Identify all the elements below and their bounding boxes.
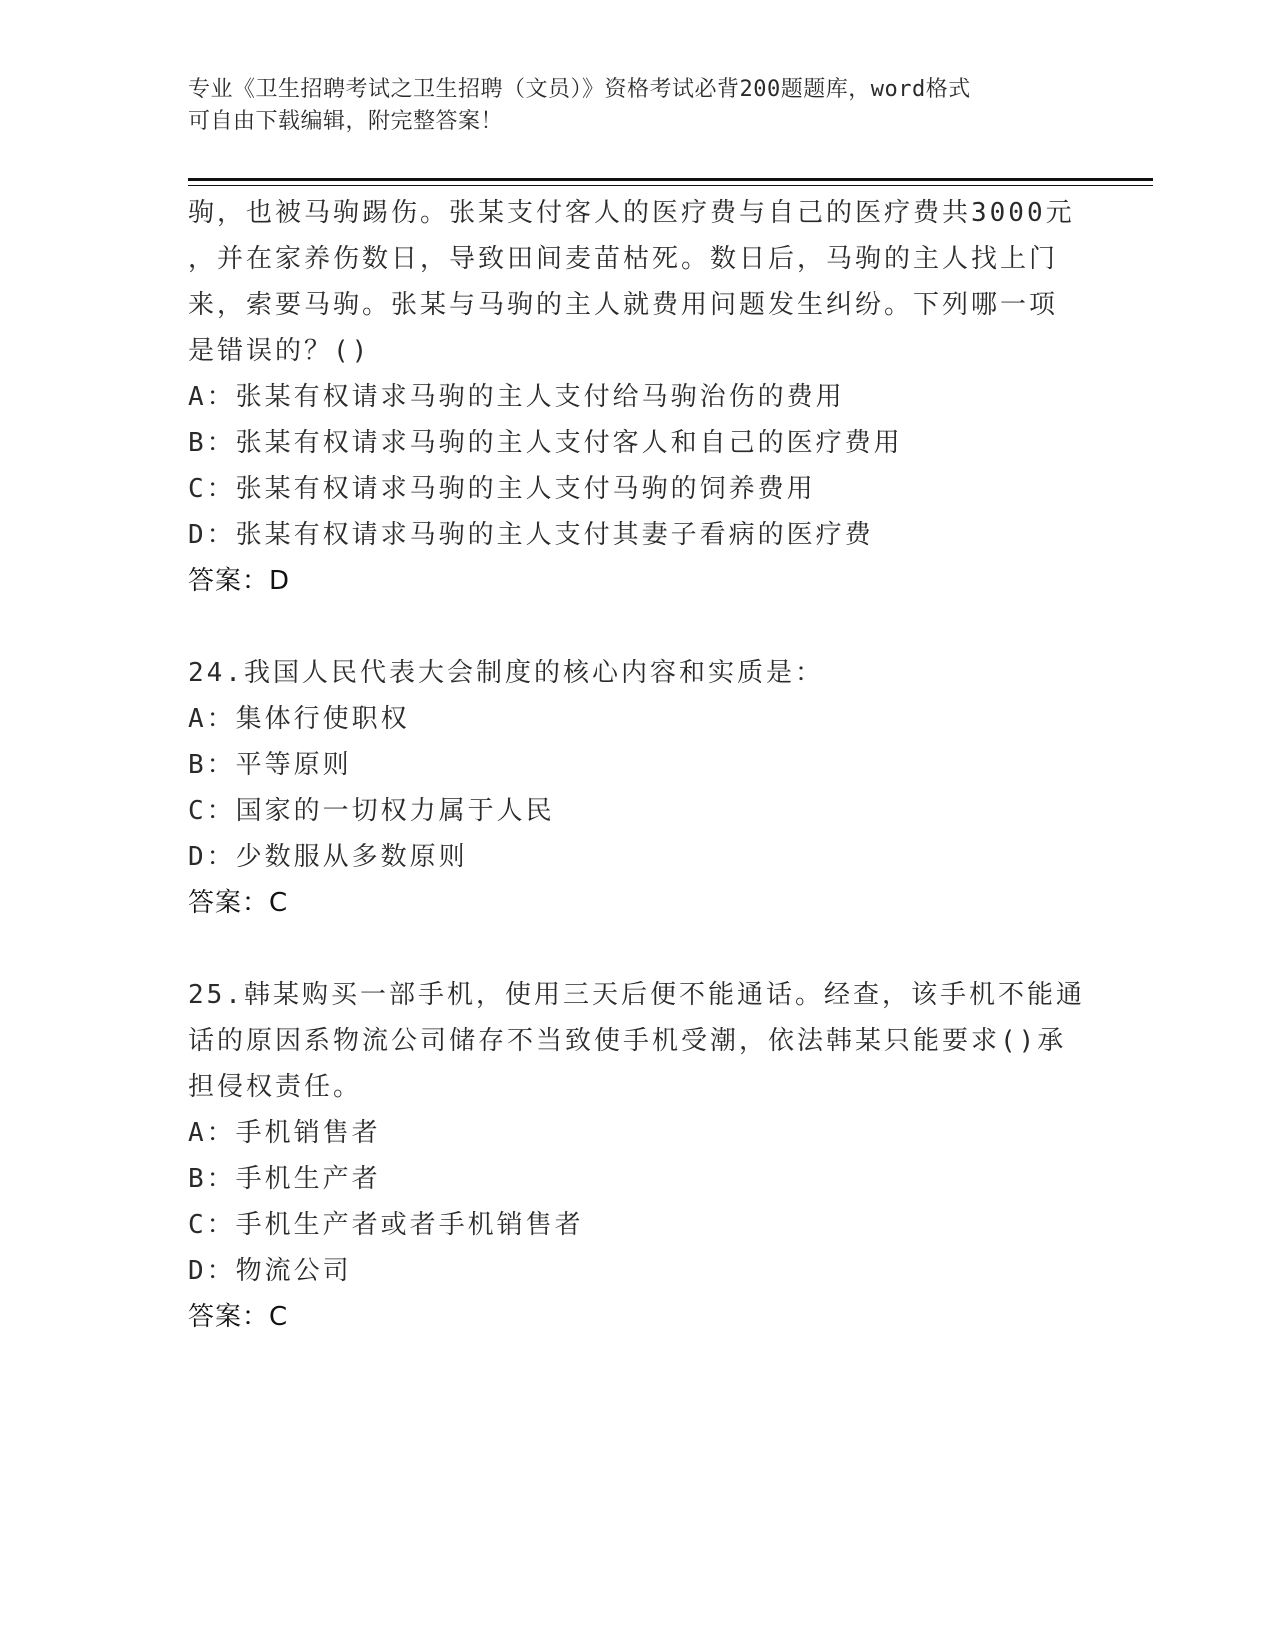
option-d: D：张某有权请求马驹的主人支付其妻子看病的医疗费 — [188, 520, 874, 550]
option-c: C：国家的一切权力属于人民 — [188, 796, 555, 826]
question-spacer — [188, 604, 1108, 650]
question-stem-line: ，并在家养伤数日，导致田间麦苗枯死。数日后，马驹的主人找上门 — [188, 244, 1059, 274]
question-stem-line: 担侵权责任。 — [188, 1072, 363, 1102]
answer-line: 答案：C — [188, 888, 289, 918]
header-divider-thick — [188, 178, 1153, 181]
answer-line: 答案：D — [188, 566, 291, 596]
option-a: A：集体行使职权 — [188, 704, 410, 734]
question-stem-line: 来，索要马驹。张某与马驹的主人就费用问题发生纠纷。下列哪一项 — [188, 290, 1059, 320]
option-b: B：手机生产者 — [188, 1164, 381, 1194]
option-d: D：物流公司 — [188, 1256, 352, 1286]
document-body — [188, 190, 1108, 1340]
option-b: B：张某有权请求马驹的主人支付客人和自己的医疗费用 — [188, 428, 903, 458]
question-stem-line: 是错误的？() — [188, 336, 371, 366]
answer-line: 答案：C — [188, 1302, 289, 1332]
question-spacer — [188, 926, 1108, 972]
option-b: B：平等原则 — [188, 750, 352, 780]
option-a: A：手机销售者 — [188, 1118, 381, 1148]
option-c: C：张某有权请求马驹的主人支付马驹的饲养费用 — [188, 474, 816, 504]
header-divider-thin — [188, 185, 1153, 186]
question-stem-line: 话的原因系物流公司储存不当致使手机受潮，依法韩某只能要求()承 — [188, 1026, 1067, 1056]
question-stem-line: 25.韩某购买一部手机，使用三天后便不能通话。经查，该手机不能通 — [188, 980, 1085, 1010]
question-24 — [188, 650, 1108, 926]
question-stem-line: 驹，也被马驹踢伤。张某支付客人的医疗费与自己的医疗费共3000元 — [188, 198, 1075, 228]
header-title-line-2: 可自由下载编辑，附完整答案！ — [188, 109, 504, 134]
question-25 — [188, 972, 1108, 1340]
option-a: A：张某有权请求马驹的主人支付给马驹治伤的费用 — [188, 382, 845, 412]
header-title-line-1: 专业《卫生招聘考试之卫生招聘（文员）》资格考试必背200题题库，word格式 — [188, 77, 971, 102]
option-d: D：少数服从多数原则 — [188, 842, 468, 872]
option-c: C：手机生产者或者手机销售者 — [188, 1210, 584, 1240]
question-23 — [188, 190, 1108, 604]
question-stem-line: 24.我国人民代表大会制度的核心内容和实质是： — [188, 658, 824, 688]
document-header — [188, 74, 1088, 138]
